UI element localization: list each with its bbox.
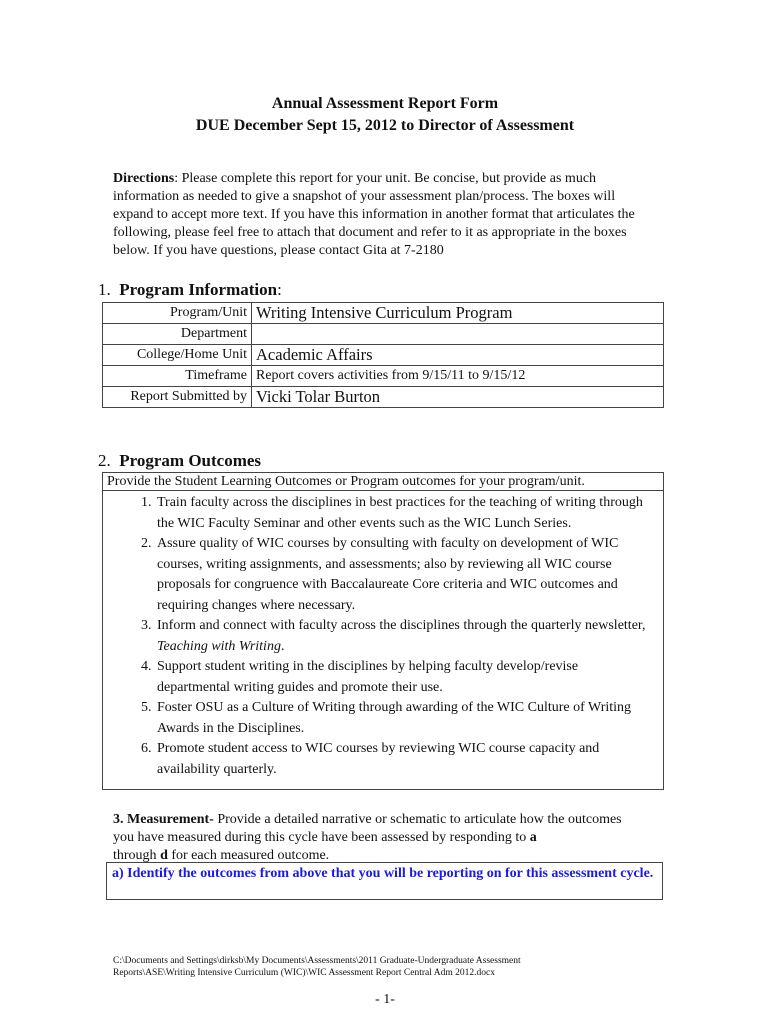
identify-outcomes-prompt: a) Identify the outcomes from above that you will be reporting on for this assessment cycle. bbox=[112, 866, 654, 881]
section-program-outcomes-heading bbox=[98, 451, 261, 471]
section-number: 1. bbox=[98, 280, 111, 299]
list-item bbox=[155, 616, 653, 657]
table-row bbox=[103, 324, 664, 345]
form-due-date: DUE December Sept 15, 2012 to Director of Assessment bbox=[195, 117, 575, 134]
page-number: - 1- bbox=[375, 992, 395, 1007]
section-colon: : bbox=[277, 280, 282, 299]
outcomes-intro: Provide the Student Learning Outcomes or Program outcomes for your program/unit. bbox=[103, 473, 663, 491]
directions-text: : Please complete this report for your unit. Be concise, but provide as much information as needed to give a snapshot of your assessment plan/process. The boxes will expand to accept more text. If you have this information in another format that articulates the following, please feel free to attach that document and refer to it as appropriate in the boxes below. If you have questions, please contact Gita at 7-2180 bbox=[113, 171, 635, 258]
outcomes-list bbox=[103, 493, 663, 780]
table-row bbox=[103, 366, 664, 387]
college-home-unit-label: College/Home Unit bbox=[103, 345, 252, 366]
form-title: Annual Assessment Report Form bbox=[271, 95, 499, 112]
identify-outcomes-box[interactable] bbox=[106, 862, 663, 900]
file-path-footer: C:\Documents and Settings\dirksb\My Documents\Assessments\2011 Graduate-Undergraduate Assessment Reports\ASE\Writing Intensive Curriculum (WIC)\WIC Assessment Report Central Adm 2012.docx bbox=[113, 956, 521, 978]
report-submitted-by-label: Report Submitted by bbox=[103, 387, 252, 408]
list-item: 6. Promote student access to WIC courses by reviewing WIC course capacity and availability quarterly. bbox=[155, 739, 653, 780]
outcome-text: Inform and connect with faculty across the disciplines through the quarterly newsletter, bbox=[157, 618, 646, 633]
college-home-unit-field[interactable]: Academic Affairs bbox=[252, 345, 664, 366]
outcome-period: . bbox=[280, 638, 285, 654]
program-info-table bbox=[102, 302, 664, 408]
timeframe-label: Timeframe bbox=[103, 366, 252, 387]
directions-label: Directions bbox=[113, 171, 175, 186]
program-unit-field[interactable]: Writing Intensive Curriculum Program bbox=[252, 303, 664, 324]
table-row bbox=[103, 387, 664, 408]
directions bbox=[113, 170, 653, 260]
list-item: 2. Assure quality of WIC courses by consulting with faculty on development of WIC courses, writing assignments, and assessments; also by reviewing all WIC course proposals for congruence with Baccalaureate Core criteria and WIC outcomes and requiring changes where necessary. bbox=[155, 534, 653, 616]
department-field[interactable] bbox=[252, 324, 664, 345]
measurement-text: through bbox=[113, 848, 161, 863]
list-item: 1. Train faculty across the disciplines in best practices for the teaching of writing through the WIC Faculty Seminar and other events such as the WIC Lunch Series. bbox=[155, 493, 653, 534]
program-unit-label: Program/Unit bbox=[103, 303, 252, 324]
measurement-text: for each measured outcome. bbox=[167, 848, 330, 863]
list-item: 5. Foster OSU as a Culture of Writing through awarding of the WIC Culture of Writing Awards in the Disciplines. bbox=[155, 698, 653, 739]
table-row bbox=[103, 345, 664, 366]
section-number: 2. bbox=[98, 451, 111, 470]
timeframe-field[interactable]: Report covers activities from 9/15/11 to 9/15/12 bbox=[252, 366, 664, 387]
measurement-instructions bbox=[113, 811, 643, 865]
measurement-d: d bbox=[160, 848, 168, 863]
section-title: Program Information bbox=[119, 280, 278, 299]
section-title: Program Outcomes bbox=[119, 451, 262, 470]
report-submitted-by-field[interactable]: Vicki Tolar Burton bbox=[252, 387, 664, 408]
section-program-information-heading bbox=[98, 280, 282, 300]
department-label: Department bbox=[103, 324, 252, 345]
table-row bbox=[103, 303, 664, 324]
list-item: 4. Support student writing in the disciplines by helping faculty develop/revise departmental writing guides and promote their use. bbox=[155, 657, 653, 698]
measurement-text: Provide a detailed narrative or schematic to articulate how the outcomes you have measured during this cycle have been assessed by responding to bbox=[113, 812, 622, 845]
measurement-label: 3. Measurement- bbox=[113, 812, 214, 827]
measurement-a: a bbox=[529, 830, 537, 845]
program-outcomes-box[interactable] bbox=[102, 472, 664, 790]
newsletter-title: Teaching with Writing bbox=[157, 638, 281, 654]
